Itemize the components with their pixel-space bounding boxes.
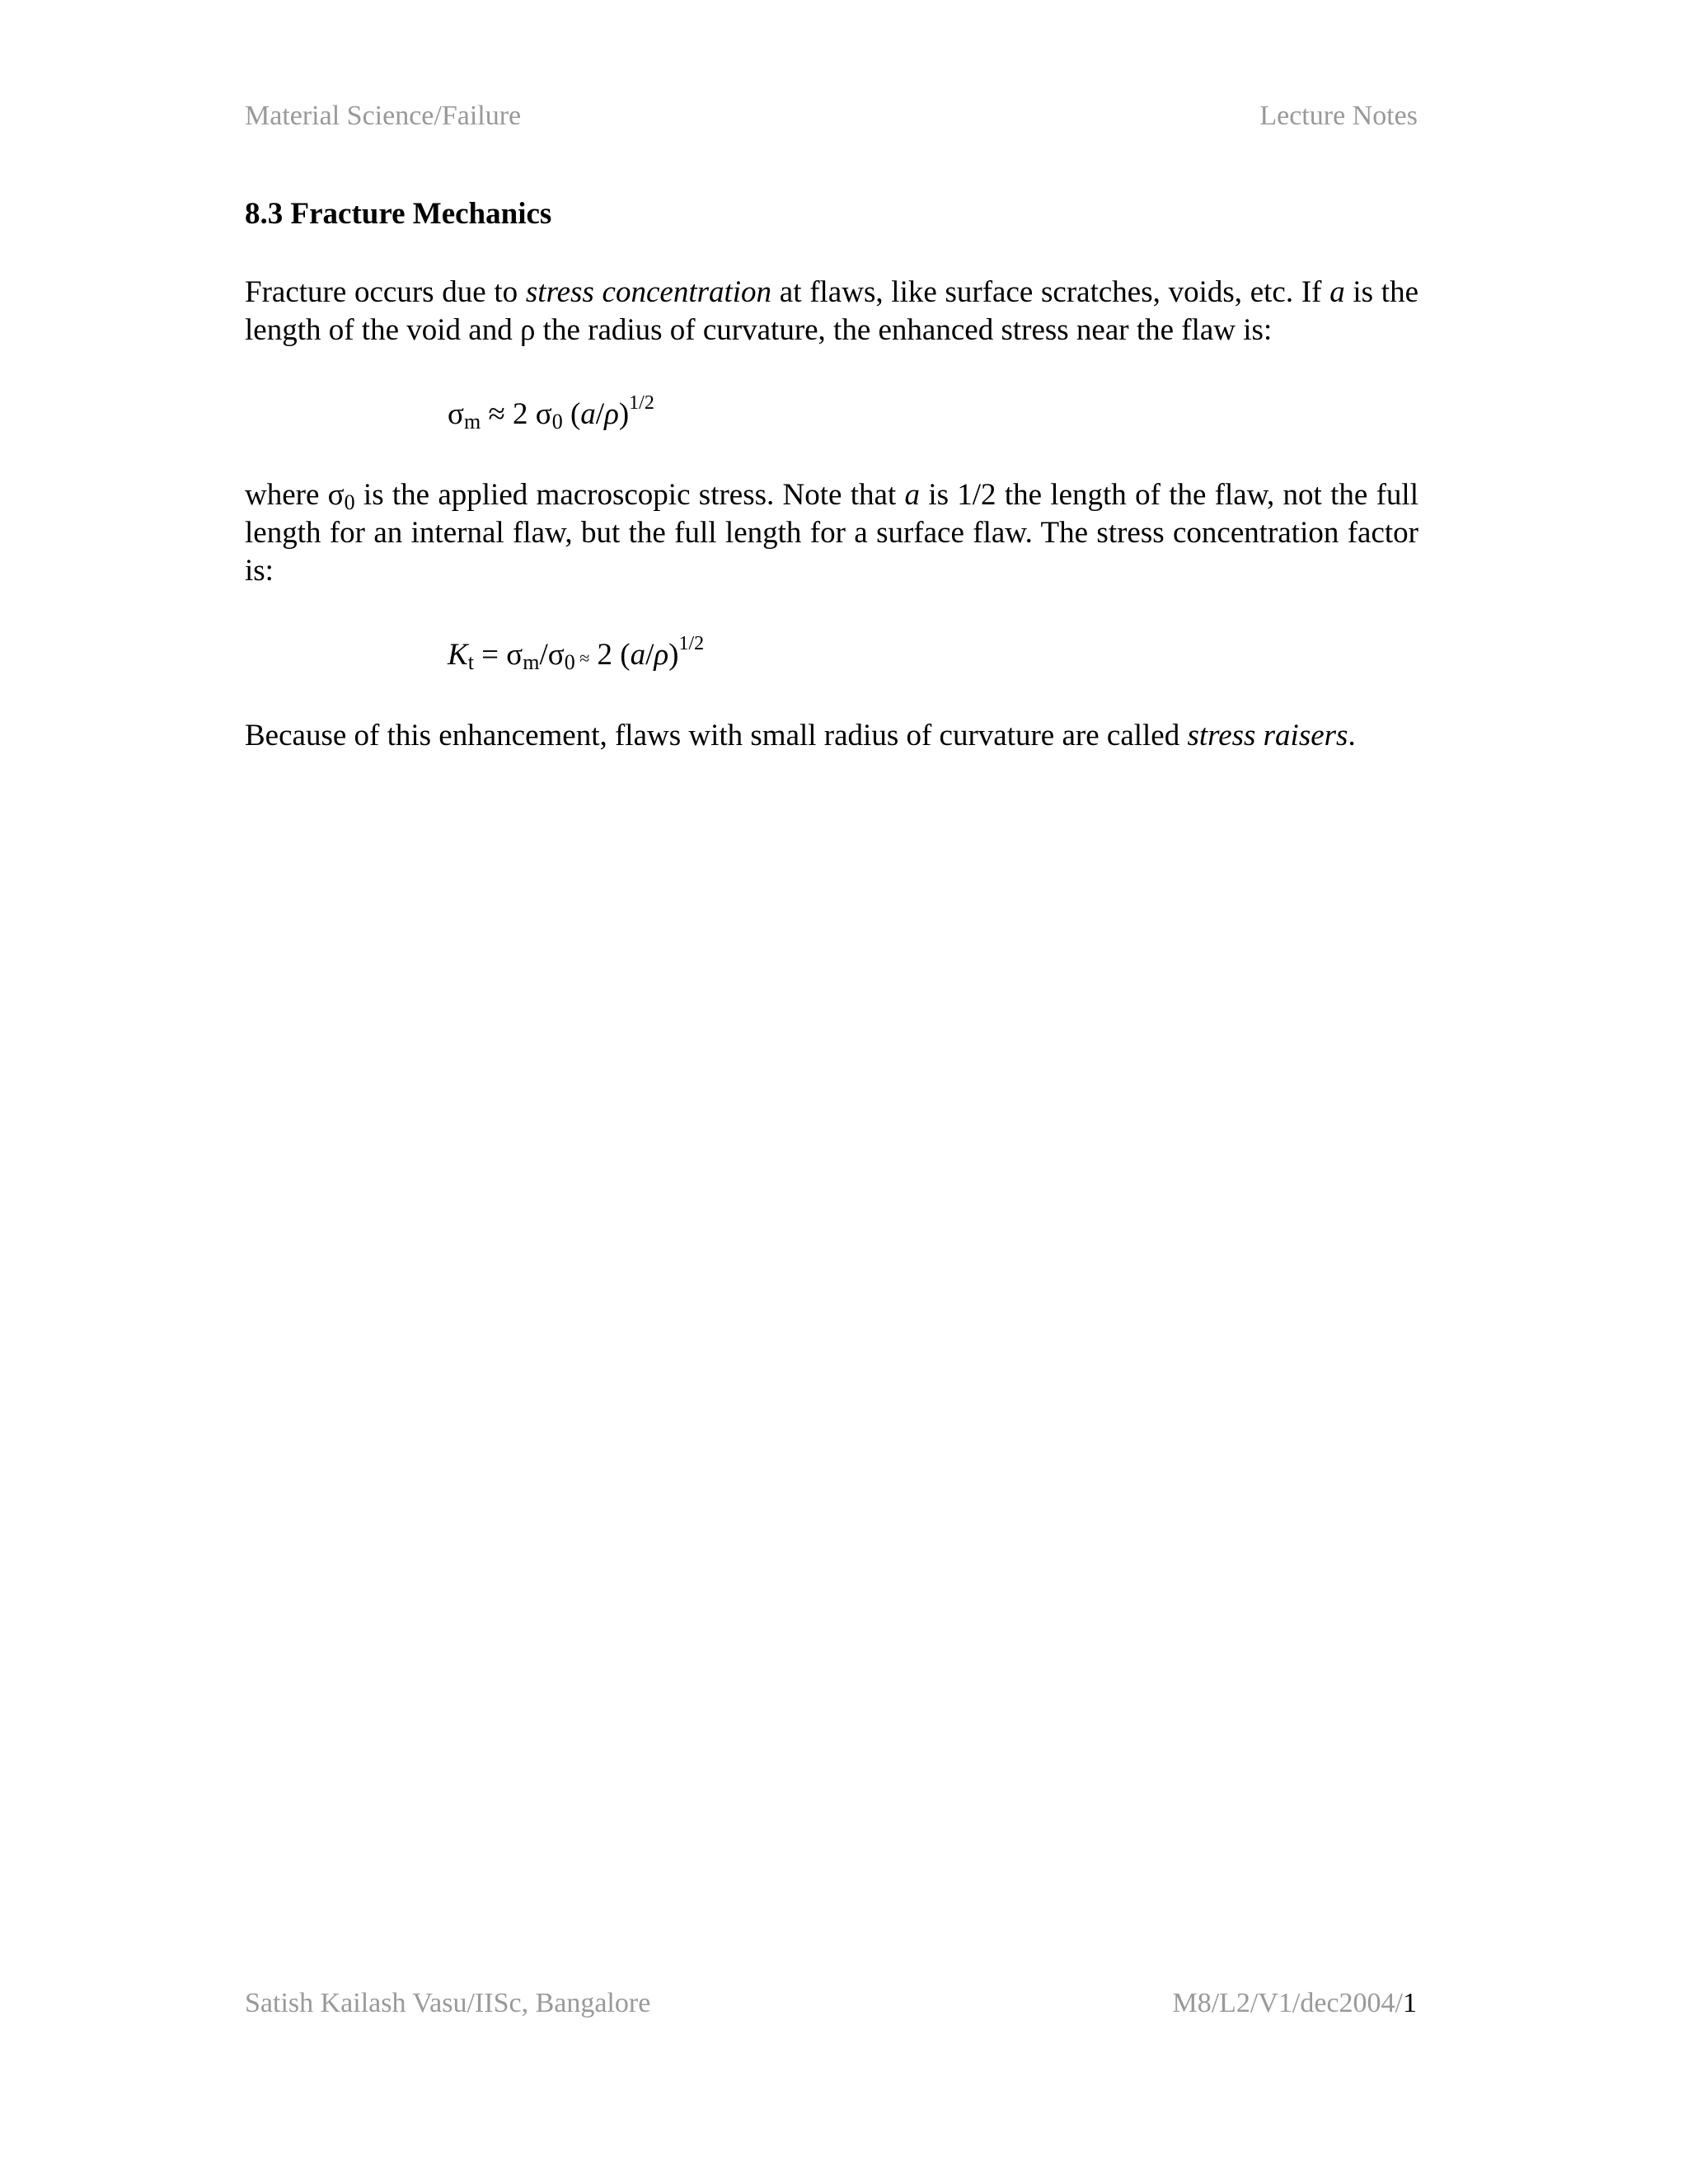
para3-emphasis-stress-raisers: stress raisers <box>1187 719 1348 753</box>
eq1-sub-m: m <box>463 410 481 434</box>
eq2-exponent: 1/2 <box>678 633 705 655</box>
para2-variable-a: a <box>904 478 921 513</box>
header-right: Lecture Notes <box>1259 101 1418 131</box>
eq1-paren-close: ) <box>618 397 630 432</box>
paragraph-applied-stress <box>245 476 1418 590</box>
para3-text-1: Because of this enhancement, flaws with small radius of curvature are called <box>245 719 1188 753</box>
para2-text-2: is the applied macroscopic stress. Note that <box>354 478 905 513</box>
header-left: Material Science/Failure <box>245 101 522 131</box>
eq1-approx-two-sigma: ≈ 2 σ <box>481 397 552 432</box>
para2-sub-0: 0 <box>344 490 355 515</box>
para2-text-3: is 1/2 the length of the flaw, not the full length for an internal flaw, but the full length for a surface flaw. The stress concentration factor is: <box>245 478 1418 588</box>
para1-variable-a: a <box>1329 275 1345 310</box>
paragraph-stress-concentration <box>245 274 1418 349</box>
eq2-slash-sigma: /σ <box>539 638 565 673</box>
eq1-exponent: 1/2 <box>629 392 654 415</box>
eq1-sub-0: 0 <box>551 410 563 434</box>
eq1-sigma: σ <box>448 397 464 432</box>
page-number: 1 <box>1403 1988 1417 2018</box>
section-title: 8.3 Fracture Mechanics <box>245 197 552 231</box>
eq2-paren-close: ) <box>668 638 679 673</box>
equation-enhanced-stress <box>448 392 1418 434</box>
eq2-K: K <box>448 638 468 673</box>
eq2-rho: ρ <box>654 638 669 673</box>
eq2-sub-0: 0 <box>564 650 575 675</box>
footer-doc-id: M8/L2/V1/dec2004/ <box>1172 1988 1403 2018</box>
eq2-two-paren: 2 ( <box>589 638 631 673</box>
para1-text-2: at flaws, like surface scratches, voids, etc. If <box>771 275 1330 310</box>
eq1-paren-open: ( <box>562 397 581 432</box>
footer-right <box>1172 1990 1417 2018</box>
para2-text-1: where σ <box>245 478 345 513</box>
eq2-sub-t: t <box>467 650 474 675</box>
eq2-a: a <box>630 638 646 673</box>
eq2-equals-sigma: = σ <box>473 638 523 673</box>
paragraph-stress-raisers <box>245 717 1418 755</box>
eq1-a: a <box>580 397 596 432</box>
page-content <box>245 196 1418 755</box>
para1-text-1: Fracture occurs due to <box>245 275 526 310</box>
para1-text-3: is the length of the void and ρ the radius of curvature, the enhanced stress near the flaw is: <box>245 275 1418 348</box>
equation-stress-concentration-factor <box>448 633 1418 677</box>
eq1-slash: / <box>595 397 605 432</box>
eq2-slash: / <box>645 638 654 673</box>
eq2-approx: ≈ <box>574 648 590 669</box>
eq2-sub-m: m <box>523 650 540 675</box>
footer-left: Satish Kailash Vasu/IISc, Bangalore <box>245 1988 651 2018</box>
eq1-rho: ρ <box>604 397 619 432</box>
para3-text-2: . <box>1348 719 1356 753</box>
para1-emphasis-stress-concentration: stress concentration <box>525 275 772 310</box>
